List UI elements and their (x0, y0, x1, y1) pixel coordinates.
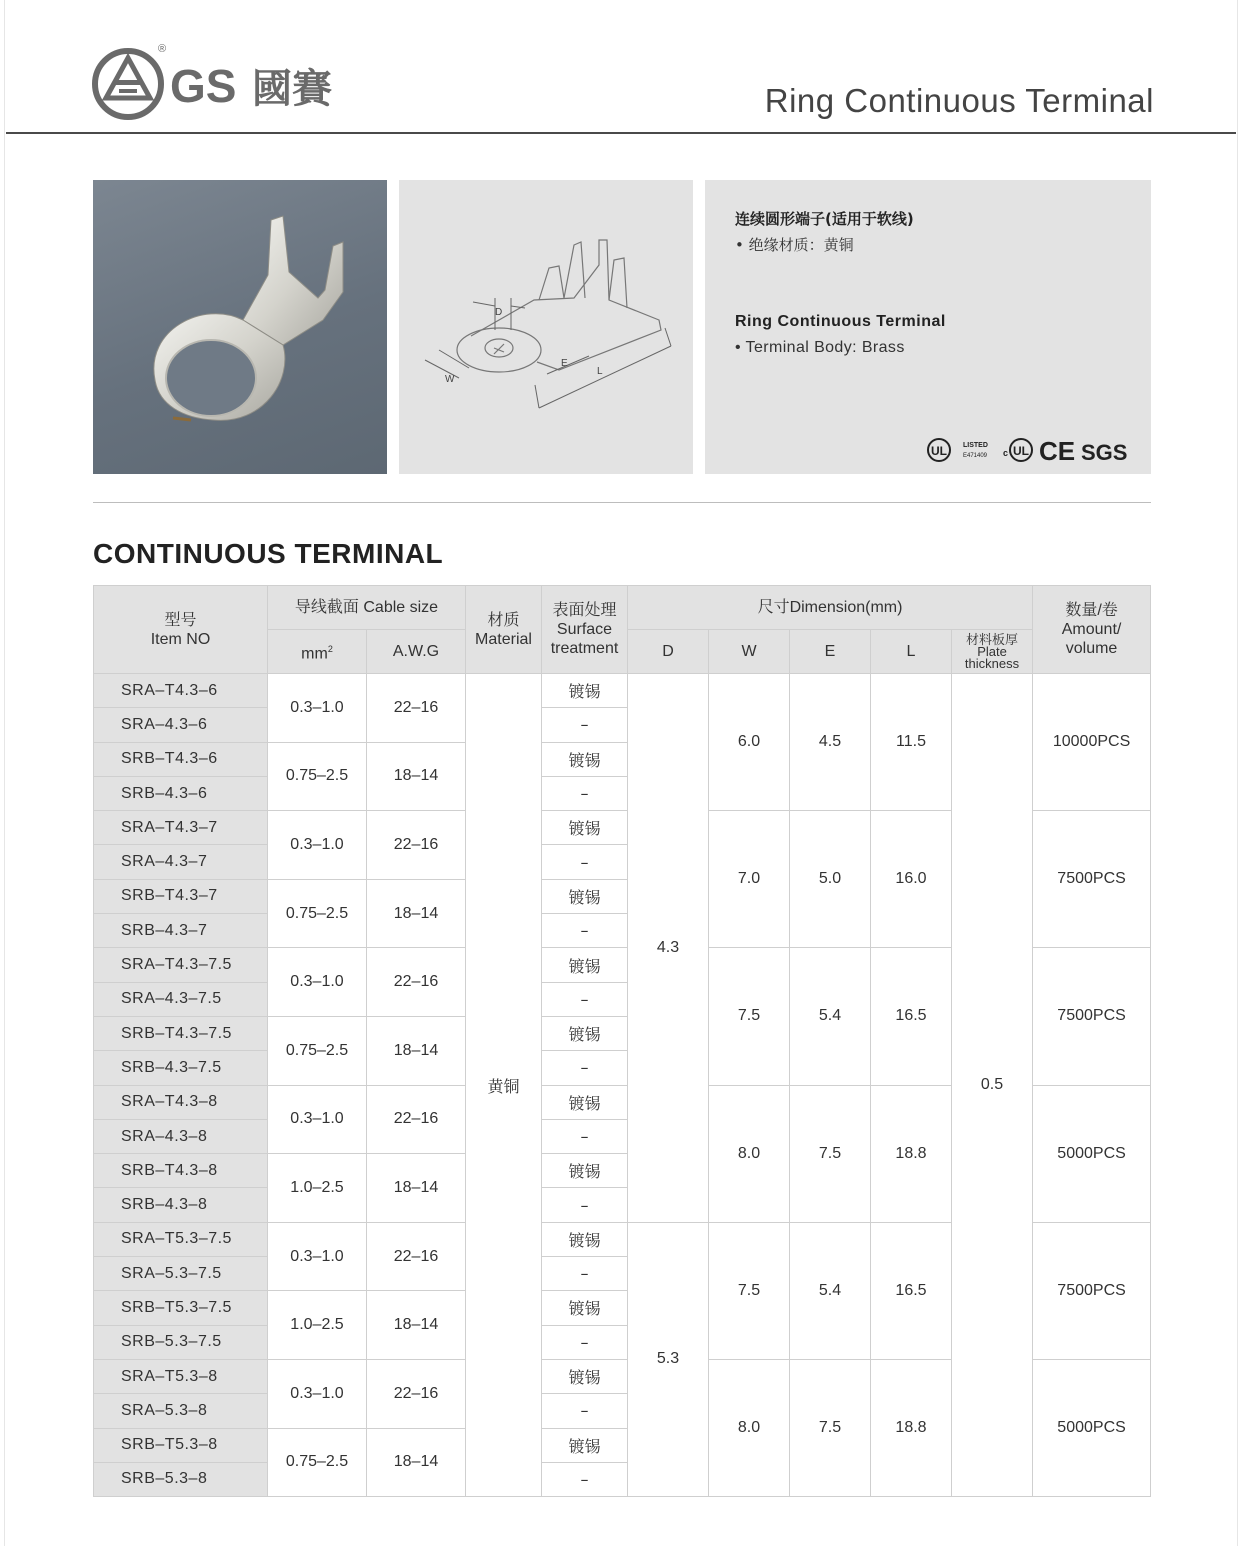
item-no-cell: SRA–4.3–7.5 (94, 982, 268, 1016)
surface-cell: – (542, 1462, 628, 1496)
surface-cell: 镀锡 (542, 1154, 628, 1188)
surface-cell: – (542, 845, 628, 879)
surface-cell: – (542, 708, 628, 742)
surface-cell: – (542, 1188, 628, 1222)
svg-text:c: c (1003, 448, 1009, 458)
sgs-mark: SGS (1081, 440, 1127, 465)
section-title: CONTINUOUS TERMINAL (93, 538, 444, 569)
info-title-en: Ring Continuous Terminal (735, 313, 946, 330)
dimension-e-cell: 5.0 (790, 811, 871, 948)
surface-cell: 镀锡 (542, 948, 628, 982)
item-no-cell: SRA–4.3–8 (94, 1119, 268, 1153)
header-l: L (871, 630, 952, 674)
header-w: W (709, 630, 790, 674)
dimension-e-cell: 7.5 (790, 1359, 871, 1496)
info-material-en: • Terminal Body: Brass (735, 339, 905, 356)
surface-cell: – (542, 1394, 628, 1428)
surface-cell: – (542, 1119, 628, 1153)
dimension-l-cell: 16.0 (871, 811, 952, 948)
dimension-e-cell: 7.5 (790, 1085, 871, 1222)
product-photo (93, 180, 387, 474)
surface-cell: – (542, 776, 628, 810)
dim-label-e: E (561, 358, 568, 369)
amount-cell: 7500PCS (1033, 948, 1151, 1085)
surface-cell: – (542, 914, 628, 948)
header-cable-size: 导线截面 Cable size (268, 586, 466, 630)
section-divider (93, 502, 1151, 503)
page-frame-left (4, 0, 5, 1546)
surface-cell: – (542, 1051, 628, 1085)
dimension-l-cell: 18.8 (871, 1359, 952, 1496)
item-no-cell: SRB–4.3–7 (94, 914, 268, 948)
dimension-d-cell: 4.3 (628, 674, 709, 1223)
header-dimension: 尺寸Dimension(mm) (628, 586, 1033, 630)
dimension-l-cell: 11.5 (871, 674, 952, 811)
dimension-d-cell: 5.3 (628, 1222, 709, 1496)
cable-awg-cell: 22–16 (367, 1222, 466, 1291)
item-no-cell: SRB–T4.3–6 (94, 742, 268, 776)
dimension-e-cell: 4.5 (790, 674, 871, 811)
ce-mark: CE (1039, 436, 1076, 466)
dimension-w-cell: 7.5 (709, 948, 790, 1085)
cert-listed: LISTED (963, 442, 988, 449)
dimension-l-cell: 16.5 (871, 1222, 952, 1359)
cable-mm2-cell: 0.3–1.0 (268, 674, 367, 743)
cable-mm2-cell: 0.75–2.5 (268, 879, 367, 948)
registered-mark: ® (158, 44, 167, 55)
ul-icon (928, 439, 950, 461)
surface-cell: 镀锡 (542, 1291, 628, 1325)
plate-thickness-cell: 0.5 (952, 674, 1033, 1497)
info-title-zh: 连续圆形端子(适用于软线) (735, 210, 914, 228)
cable-awg-cell: 18–14 (367, 1428, 466, 1497)
header-surface: 表面处理 Surface treatment (542, 586, 628, 674)
page-frame-right (1237, 0, 1238, 1546)
material-cell: 黄铜 (466, 674, 542, 1497)
dimension-w-cell: 8.0 (709, 1359, 790, 1496)
dimension-e-cell: 5.4 (790, 948, 871, 1085)
spec-table (93, 585, 1151, 1497)
cable-mm2-cell: 1.0–2.5 (268, 1291, 367, 1360)
cable-mm2-cell: 0.75–2.5 (268, 1428, 367, 1497)
header-divider (6, 132, 1236, 134)
header-e: E (790, 630, 871, 674)
brand-latin: GS (170, 60, 237, 112)
cable-mm2-cell: 0.3–1.0 (268, 1085, 367, 1154)
surface-cell: – (542, 1257, 628, 1291)
cable-mm2-cell: 0.3–1.0 (268, 811, 367, 880)
brand-chinese: 國賽 (252, 65, 332, 112)
amount-cell: 5000PCS (1033, 1085, 1151, 1222)
dimension-e-cell: 5.4 (790, 1222, 871, 1359)
certification-marks (927, 434, 1127, 466)
amount-cell: 7500PCS (1033, 811, 1151, 948)
surface-cell: 镀锡 (542, 879, 628, 913)
cable-awg-cell: 18–14 (367, 742, 466, 811)
dimension-w-cell: 6.0 (709, 674, 790, 811)
dim-label-d: D (495, 307, 503, 318)
surface-cell: 镀锡 (542, 1428, 628, 1462)
item-no-cell: SRB–T4.3–7.5 (94, 1016, 268, 1050)
cert-file-no: E471409 (963, 453, 988, 459)
surface-cell: 镀锡 (542, 674, 628, 708)
header-mm2: $mm^2$ (268, 630, 367, 674)
item-no-cell: SRA–T4.3–7 (94, 811, 268, 845)
item-no-cell: SRB–4.3–8 (94, 1188, 268, 1222)
cable-awg-cell: 22–16 (367, 948, 466, 1017)
cul-icon (1003, 439, 1032, 461)
dimension-l-cell: 16.5 (871, 948, 952, 1085)
dimension-w-cell: 7.0 (709, 811, 790, 948)
page-title: Ring Continuous Terminal (764, 82, 1154, 119)
cable-mm2-cell: 0.3–1.0 (268, 1222, 367, 1291)
dimension-w-cell: 7.5 (709, 1222, 790, 1359)
item-no-cell: SRB–4.3–6 (94, 776, 268, 810)
svg-text:UL: UL (931, 444, 947, 458)
dim-label-l: L (597, 366, 603, 377)
table-row (94, 674, 1151, 708)
item-no-cell: SRA–T5.3–8 (94, 1359, 268, 1393)
amount-cell: 5000PCS (1033, 1359, 1151, 1496)
header-awg: A.W.G (367, 630, 466, 674)
item-no-cell: SRB–5.3–8 (94, 1462, 268, 1496)
item-no-cell: SRB–4.3–7.5 (94, 1051, 268, 1085)
product-info-panel (705, 180, 1151, 474)
cable-awg-cell: 22–16 (367, 1359, 466, 1428)
item-no-cell: SRA–T4.3–8 (94, 1085, 268, 1119)
cable-awg-cell: 22–16 (367, 811, 466, 880)
surface-cell: 镀锡 (542, 742, 628, 776)
item-no-cell: SRA–T5.3–7.5 (94, 1222, 268, 1256)
dimension-w-cell: 8.0 (709, 1085, 790, 1222)
item-no-cell: SRA–4.3–6 (94, 708, 268, 742)
header-amount: 数量/卷 Amount/ volume (1033, 586, 1151, 674)
surface-cell: 镀锡 (542, 1222, 628, 1256)
info-material-zh: • 绝缘材质：黄铜 (735, 236, 854, 254)
header-material: 材质 Material (466, 586, 542, 674)
cable-mm2-cell: 0.75–2.5 (268, 1016, 367, 1085)
item-no-cell: SRB–T4.3–8 (94, 1154, 268, 1188)
svg-text:UL: UL (1013, 444, 1029, 458)
item-no-cell: SRA–T4.3–6 (94, 674, 268, 708)
header-d: D (628, 630, 709, 674)
cable-awg-cell: 18–14 (367, 1154, 466, 1223)
amount-cell: 7500PCS (1033, 1222, 1151, 1359)
header-item: 型号 Item NO (94, 586, 268, 674)
cable-mm2-cell: 0.3–1.0 (268, 948, 367, 1017)
cable-awg-cell: 18–14 (367, 879, 466, 948)
surface-cell: – (542, 1325, 628, 1359)
amount-cell: 10000PCS (1033, 674, 1151, 811)
brand-logo (92, 44, 352, 124)
surface-cell: 镀锡 (542, 1359, 628, 1393)
item-no-cell: SRA–5.3–7.5 (94, 1257, 268, 1291)
surface-cell: 镀锡 (542, 1085, 628, 1119)
cable-mm2-cell: 0.75–2.5 (268, 742, 367, 811)
cable-mm2-cell: 1.0–2.5 (268, 1154, 367, 1223)
dimension-l-cell: 18.8 (871, 1085, 952, 1222)
header-plate-thickness: 材料板厚 Plate thickness (952, 630, 1033, 674)
technical-drawing (399, 180, 693, 474)
cable-awg-cell: 22–16 (367, 1085, 466, 1154)
item-no-cell: SRB–T4.3–7 (94, 879, 268, 913)
surface-cell: – (542, 982, 628, 1016)
cable-awg-cell: 22–16 (367, 674, 466, 743)
cable-mm2-cell: 0.3–1.0 (268, 1359, 367, 1428)
surface-cell: 镀锡 (542, 1016, 628, 1050)
cable-awg-cell: 18–14 (367, 1016, 466, 1085)
item-no-cell: SRB–T5.3–7.5 (94, 1291, 268, 1325)
dim-label-w: W (445, 374, 455, 385)
surface-cell: 镀锡 (542, 811, 628, 845)
cable-awg-cell: 18–14 (367, 1291, 466, 1360)
item-no-cell: SRA–4.3–7 (94, 845, 268, 879)
item-no-cell: SRA–T4.3–7.5 (94, 948, 268, 982)
item-no-cell: SRA–5.3–8 (94, 1394, 268, 1428)
item-no-cell: SRB–T5.3–8 (94, 1428, 268, 1462)
item-no-cell: SRB–5.3–7.5 (94, 1325, 268, 1359)
